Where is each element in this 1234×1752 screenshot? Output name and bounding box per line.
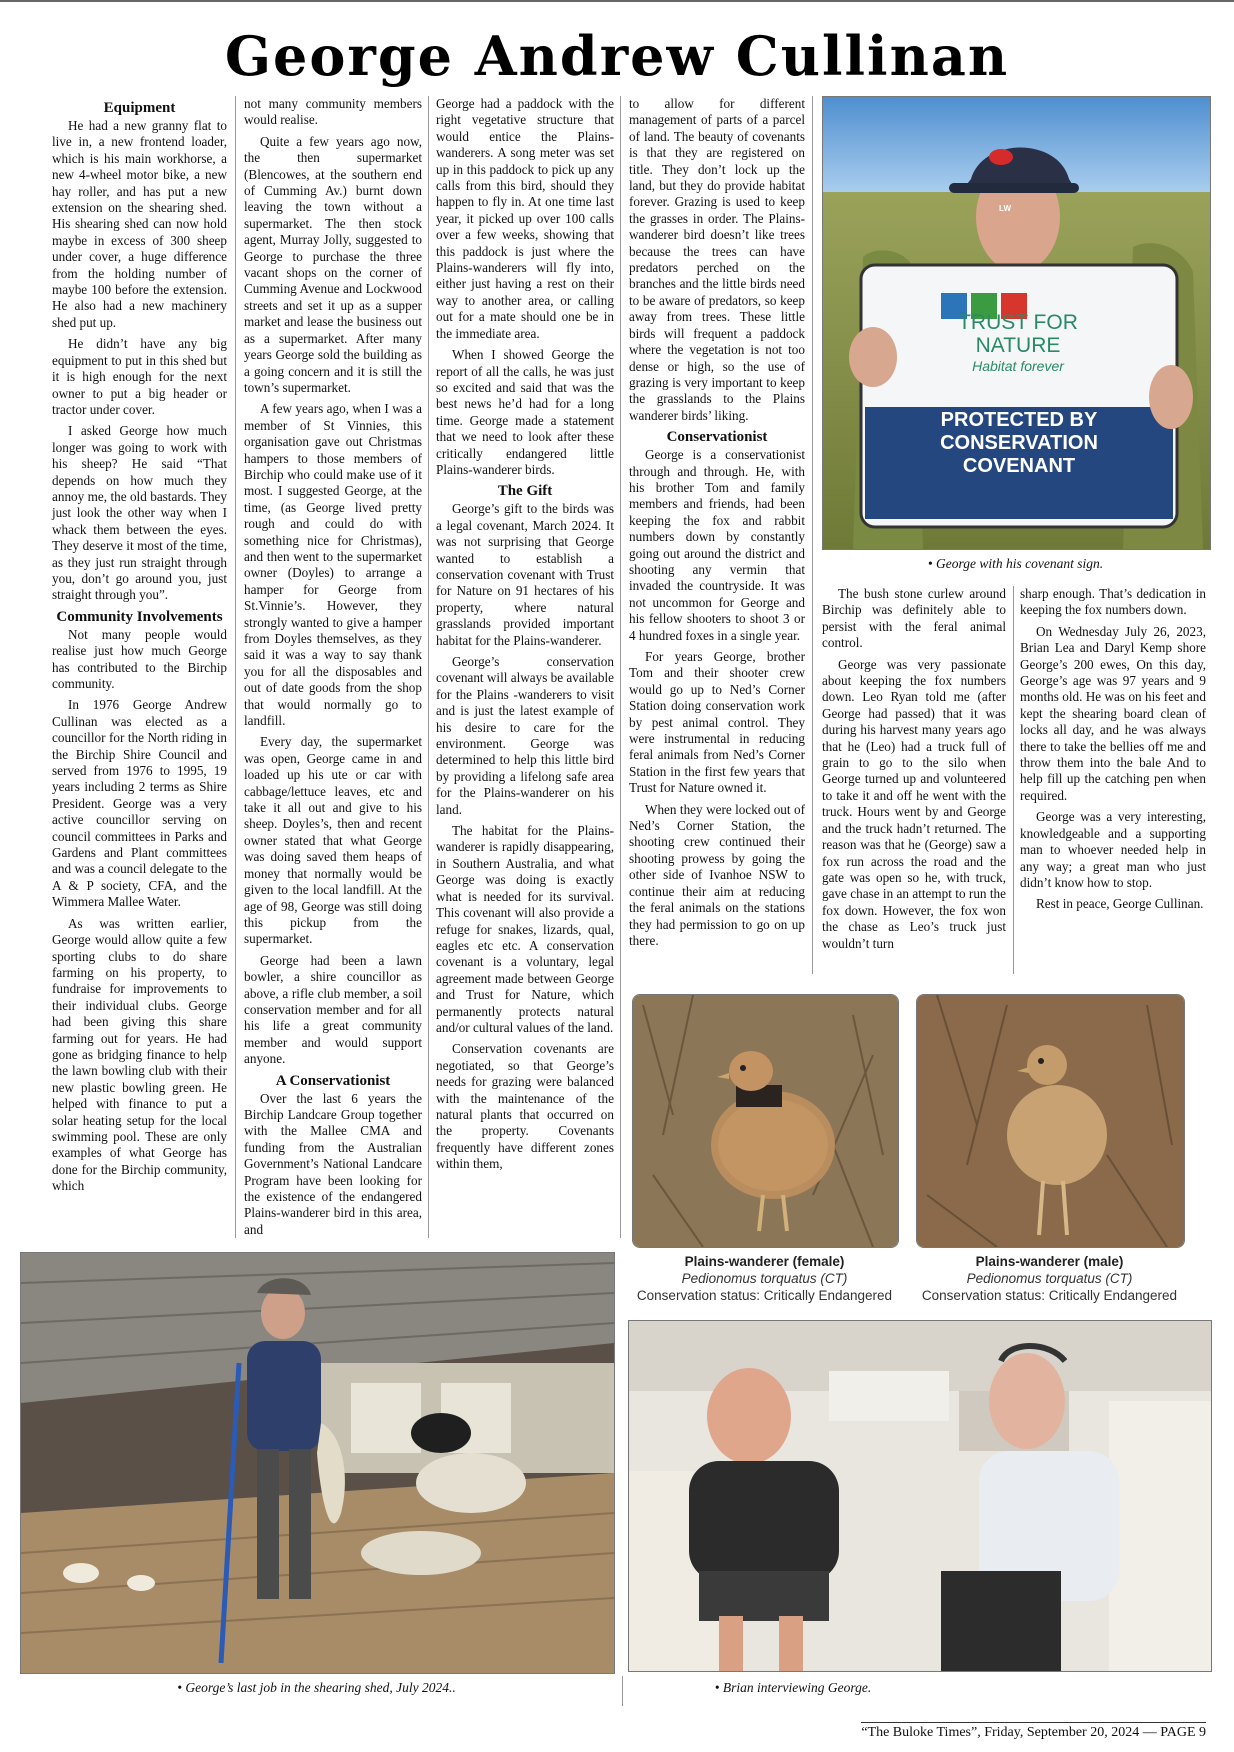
heading-community: Community Involvements [56,608,223,625]
interview-graphic [629,1321,1211,1671]
article-column-5 [822,586,1006,957]
paragraph: As was written earlier, George would allow quite a few sporting clubs to do share farming on his property, to fundraise for improvements to their individual clubs. George had been giving this share farming out for years. He had gone as bridging finance to help the lawn bowling club with their new plastic bowling green. He helped with finance to put a solar heating setup for the local swimming pool. These are only examples of what George has done for the Birchip community, which [52,915,227,1194]
paragraph: George is a conservationist through and through. He, with his brother Tom and family members and friends, had been keeping the fox and rabbit numbers down by constantly going out around the district and shooting any vermin that invaded the countryside. It was not uncommon for George and his fellow shooters to shoot 3 or 4 hundred foxes in a single year. [629,447,805,643]
paragraph: Conservation covenants are negotiated, so that George’s needs for grazing were balanced with the maintenance of the natural plants that occurred on the property. Covenants frequently have different zones within them, [436,1041,614,1172]
paragraph: A few years ago, when I was a member of St Vinnies, this organisation gave out Christmas hampers to those members of Birchip who could make use of it most. I suggested George, at the time, (as George lived pretty rough and could do with something nice for Christmas), and then went to the supermarket owner (Doyles) to arrange a hamper for George from St.Vinnie’s. However, they strongly wanted to give a hamper from Doyles themselves, as they said it was a way to say thank you for all the disposables and out of date goods from the shop that would normally go to landfill. [244,401,422,729]
paragraph: George was very passionate about keeping the fox numbers down. Leo Ryan told me (after George had passed) that it was during his harvest many years ago that he (Leo) had a truck full of grain to go to the silo when George turned up and volunteered to take it and off he went with the truck. Hours went by and George and the truck hadn’t returned. The reason was that he (George) saw a fox run across the road and the gate was open so he, with truck, gave chase in an attempt to run the fox down. However, the fox won the chase as Leo’s truck just wouldn’t turn [822,656,1006,951]
paragraph: The bush stone curlew around Birchip was definitely able to persist with the feral animal control. [822,586,1006,651]
covenant-sign-photo: LW TRUST FOR NATURE Habitat forever PROTECTED BY CONSERVATION COVENANT [822,96,1211,550]
shearing-shed-photo [20,1252,615,1674]
page-title: George Andrew Cullinan [224,24,1010,88]
caption-covenant: • George with his covenant sign. [927,556,1104,571]
paragraph: In 1976 George Andrew Cullinan was elected as a councillor for the North riding in the Birchip Shire Council and served from 1976 to 1995, 19 years including 2 terms as Shire President. George was a very active councillor serving on council committees in Parks and Gardens and Plant committees and was a council delegate to the A & P society, CFA, and the Wimmera Mallee Water. [52,697,227,910]
paragraph: Not many people would realise just how much George has contributed to the Birchip community. [52,626,227,691]
paragraph: Over the last 6 years the Birchip Landcare Group together with the Mallee CMA and funding from the Australian Government’s National Landcare Program have been looking for the existence of the endangered Plains-wanderer bird in this area, and [244,1090,422,1237]
caption-interview: • Brian interviewing George. [714,1680,872,1695]
paragraph: For years George, brother Tom and their shooter crew would go up to Ned’s Corner Station doing conservation work by pest animal control. They were instrumental in reducing feral animals from Ned’s Corner Station in the first few years that Trust for Nature owned it. [629,649,805,796]
article-column-3 [436,96,614,1178]
heading-the-gift: The Gift [497,483,553,500]
paragraph: George had a paddock with the right vegetative structure that would entice the Plains-wanderers. A song meter was set up in this paddock to pick up any calls from this bird, should they happen to fly in. At one time last year, it picked up over 100 calls over a few weeks, showing that this paddock is just where the Plains-wanderers will fly into, either just having a rest on their way to another area, or calling out for a mate should one be in the immediate area. [436,96,614,341]
heading-equipment: Equipment [103,100,176,116]
caption-shearing: • George’s last job in the shearing shed, July 2024.. [177,1680,456,1695]
paragraph: George’s conservation covenant will always be available for the Plains -wanderers to visit and is just the latest example of his desire to care for the environment. George was determined to help this little bird by providing a lifelong safe area for the Plains-wanderer on his land. [436,654,614,817]
top-rule [0,0,1234,2]
paragraph: The habitat for the Plains-wanderer is rapidly disappearing, in Southern Australia, and what George was doing is exactly what is needed for its survival. This covenant will also provide a refuge for snakes, lizards, qual, eagles etc etc. A conservation covenant is a voluntary, legal agreement made between George and Trust for Nature, which permanently protects natural and/or cultural values of the land. [436,823,614,1035]
paragraph: sharp enough. That’s dedication in keeping the fox numbers down. [1020,586,1206,618]
bird-caption-female: Plains-wanderer (female) Pedionomus torquatus (CT) Conservation status: Critically Endangered [636,1254,893,1303]
paragraph: to allow for different management of parts of a parcel of land. The beauty of covenants is that they are registered on title. They don’t lock up the land, but they do provide habitat forever. Grazing is used to keep the grasses in order. The Plains-wanderer bird doesn’t like trees because the trees can have predators perched on the branches and the little birds need to be aware of predators, so keep away from trees. These little birds will frequent a paddock where the vegetation is not too dense or high, so the use of grazing is very important to keep the grasslands to the Plains wanderer birds’ liking. [629,96,805,423]
column-rule [622,1676,623,1706]
paragraph: On Wednesday July 26, 2023, Brian Lea and Daryl Kemp shore George’s 200 ewes, On this day, George’s age was 97 years and 9 months old. He was on his feet and kept the shearing board clean of locks all day, and he was always there to take the bellies off me and throw them into the bale And to help fill up the catching pen when required. [1020,623,1206,803]
paragraph: not many community members would realise. [244,96,422,128]
column-rule [235,96,236,1238]
column-rule [428,96,429,1238]
plains-wanderer-male-graphic [917,995,1184,1247]
interview-photo [628,1320,1212,1672]
column-rule [1013,586,1014,974]
bird-caption-male: Plains-wanderer (male) Pedionomus torquatus (CT) Conservation status: Critically Endangered [921,1254,1178,1303]
page-footer: “The Buloke Times”, Friday, September 20, 2024 — PAGE 9 [861,1722,1206,1741]
paragraph: He had a new granny flat to live in, a new frontend loader, which is his main workhorse, a new 4-wheel motor bike, a new hay roller, and has put a new extension on the shearing shed. His shearing shed can now hold maybe in excess of 300 sheep under cover, a huge difference from the holding number of maybe 100 before the extension. He also had a new machinery shed put up. [52,118,227,330]
paragraph: I asked George how much longer was going to work with his sheep? He said “That depends on how much they annoy me, the old bastards. They just look the other way when I whack them between the eyes. They deserve it most of the time, as they just run straight through you, don’t go around you, just straight through you”. [52,423,227,603]
heading-conservationist: Conservationist [666,429,768,446]
bird-photo-male [916,994,1185,1248]
paragraph: Every day, the supermarket was open, George came in and loaded up his ute or car with cabbage/lettuce leaves, etc and take it all out and give to his sheep. Doyles’s, then and recent owner stated that what George was doing saved them heaps of money that normally would be given to the local landfill. At the age of 98, George was still doing this pickup from the supermarket. [244,734,422,947]
paragraph: When I showed George the report of all the calls, he was just so excited and said that was the best news he’d had for a long time. George made a statement that we need to look after these critically endangered little Plains-wanderer birds. [436,347,614,477]
sign-band-text: PROTECTED BY CONSERVATION COVENANT [940,409,1098,477]
paragraph: When they were locked out of Ned’s Corner Station, the shooting crew continued their shooting prowess by going the other side of Ivanhoe NSW to continue their aim at reducing the feral animals on the stations they had permission to go on up there. [629,801,805,948]
heading-a-conservationist: A Conservationist [275,1072,391,1089]
article-column-6 [1020,586,1206,918]
plains-wanderer-female-graphic [633,995,898,1247]
paragraph: George was a very interesting, knowledgeable and a supporting man to whoever needed help in any way; a great man who just didn’t know how to stop. [1020,809,1206,890]
column-rule [620,96,621,1238]
article-column-4 [629,96,805,954]
bird-photo-female [632,994,899,1248]
paragraph: Quite a few years ago now, the then supermarket (Blencowes, at the southern end of Cumming Av.) burnt down leaving the town without a supermarket. The then stock agent, Murray Jolly, suggested to George to purchase the three vacant shops on the corner of Cumming Avenue and Lockwood streets and set it up as a supper market and lease the business out as a supermarket. After many years George sold the building as a going concern and it is still the town’s supermarket. [244,133,422,395]
article-column-2 [244,96,422,1243]
paragraph: George’s gift to the birds was a legal covenant, March 2024. It was not surprising that George wanted to establish a conservation covenant with Trust for Nature on 91 hectares of his property, where natural grasslands provided important habitat for the Plains-wanderer. [436,501,614,648]
article-column-1 [52,98,227,1200]
paragraph: George had been a lawn bowler, a shire councillor as above, a rifle club member, a soil conservation member and for all his life a great community member and would support anyone. [244,952,422,1067]
shearing-shed-graphic [21,1253,614,1673]
column-rule [812,96,813,974]
paragraph: He didn’t have any big equipment to put in this shed but it is high enough for the next owner to put a big header or tractor under cover. [52,336,227,417]
sign-org-name: TRUST FOR NATURE Habitat forever [958,311,1078,374]
paragraph: Rest in peace, George Cullinan. [1036,896,1204,912]
